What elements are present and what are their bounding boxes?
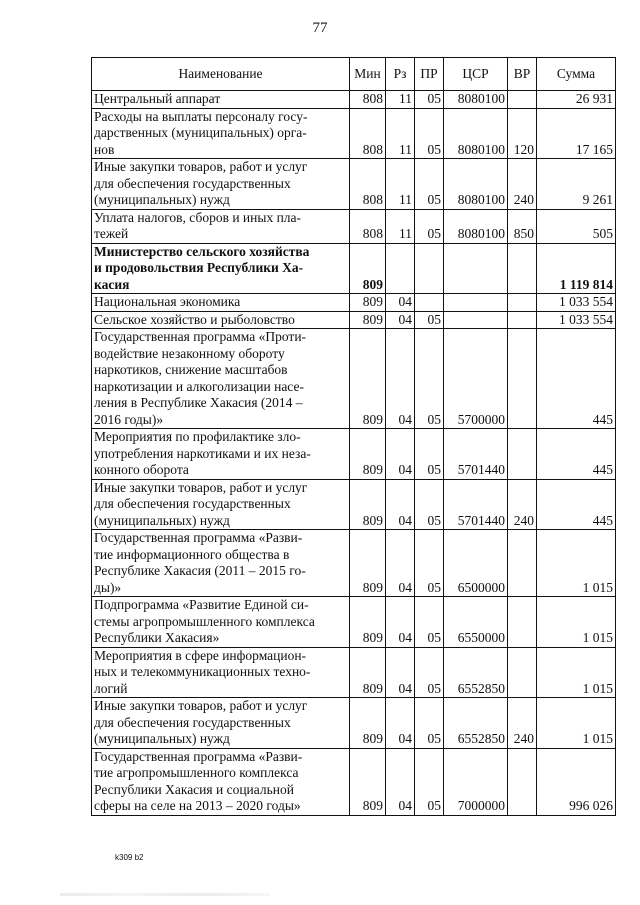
- header-rz: Рз: [386, 58, 415, 91]
- header-sum: Сумма: [537, 58, 616, 91]
- cell-name: Расходы на выплаты персоналу госу- дарственных (муниципальных) орга- нов: [92, 108, 350, 159]
- cell-csr: 5701440: [444, 429, 508, 480]
- cell-min: 809: [350, 597, 386, 648]
- cell-vr: [508, 91, 537, 109]
- footer-code: k309 b2: [115, 853, 144, 862]
- cell-rz: 04: [386, 647, 415, 698]
- cell-vr: [508, 597, 537, 648]
- cell-name: Государственная программа «Разви- тие агропромышленного комплекса Республики Хакасия и социальной сферы на селе на 2013 – 2020 годы»: [92, 748, 350, 815]
- table-row: [92, 159, 616, 210]
- cell-pr: 05: [415, 479, 444, 530]
- cell-pr: [415, 243, 444, 294]
- cell-csr: 8080100: [444, 91, 508, 109]
- cell-name: Сельское хозяйство и рыболовство: [92, 311, 350, 329]
- cell-min: 809: [350, 748, 386, 815]
- cell-rz: 04: [386, 294, 415, 312]
- cell-pr: 05: [415, 91, 444, 109]
- cell-vr: [508, 294, 537, 312]
- cell-rz: 04: [386, 748, 415, 815]
- cell-min: 809: [350, 329, 386, 429]
- cell-rz: 04: [386, 698, 415, 749]
- cell-vr: 240: [508, 698, 537, 749]
- table-body: [92, 91, 616, 816]
- cell-name: Государственная программа «Проти- водействие незаконному обороту наркотиков, снижение масштабов наркотизации и алкоголизации насе- ления в Республике Хакасия (2014 – 2016 годы)»: [92, 329, 350, 429]
- cell-pr: 05: [415, 429, 444, 480]
- cell-name: Иные закупки товаров, работ и услуг для обеспечения государственных (муниципальных) нужд: [92, 698, 350, 749]
- cell-min: 809: [350, 698, 386, 749]
- cell-sum: 26 931: [537, 91, 616, 109]
- cell-pr: 05: [415, 530, 444, 597]
- cell-pr: 05: [415, 597, 444, 648]
- cell-csr: 6552850: [444, 647, 508, 698]
- cell-sum: 1 033 554: [537, 294, 616, 312]
- cell-name: Иные закупки товаров, работ и услуг для обеспечения государственных (муниципальных) нужд: [92, 159, 350, 210]
- cell-min: 808: [350, 209, 386, 243]
- cell-sum: 1 119 814: [537, 243, 616, 294]
- cell-min: 809: [350, 479, 386, 530]
- table-row: [92, 108, 616, 159]
- header-vr: ВР: [508, 58, 537, 91]
- cell-rz: [386, 243, 415, 294]
- cell-csr: 6552850: [444, 698, 508, 749]
- cell-csr: 8080100: [444, 209, 508, 243]
- cell-csr: 8080100: [444, 159, 508, 210]
- cell-min: 809: [350, 294, 386, 312]
- header-pr: ПР: [415, 58, 444, 91]
- cell-rz: 04: [386, 429, 415, 480]
- header-csr: ЦСР: [444, 58, 508, 91]
- cell-rz: 04: [386, 597, 415, 648]
- header-name: Наименование: [92, 58, 350, 91]
- cell-vr: 120: [508, 108, 537, 159]
- cell-sum: 9 261: [537, 159, 616, 210]
- cell-vr: 240: [508, 159, 537, 210]
- table-row: [92, 530, 616, 597]
- cell-sum: 1 033 554: [537, 311, 616, 329]
- scan-artifact: [60, 893, 270, 896]
- cell-csr: [444, 294, 508, 312]
- cell-csr: 8080100: [444, 108, 508, 159]
- cell-rz: 04: [386, 311, 415, 329]
- cell-pr: 05: [415, 108, 444, 159]
- cell-vr: [508, 243, 537, 294]
- cell-vr: [508, 311, 537, 329]
- cell-rz: 04: [386, 329, 415, 429]
- cell-rz: 11: [386, 108, 415, 159]
- cell-name: Подпрограмма «Развитие Единой си- стемы агропромышленного комплекса Республики Хакасия»: [92, 597, 350, 648]
- cell-sum: 996 026: [537, 748, 616, 815]
- cell-vr: [508, 647, 537, 698]
- cell-pr: [415, 294, 444, 312]
- cell-rz: 11: [386, 159, 415, 210]
- table-row: [92, 597, 616, 648]
- cell-vr: 240: [508, 479, 537, 530]
- cell-name: Государственная программа «Разви- тие информационного общества в Республике Хакасия (2011 – 2015 го- ды)»: [92, 530, 350, 597]
- cell-pr: 05: [415, 311, 444, 329]
- table-row: [92, 647, 616, 698]
- cell-rz: 04: [386, 530, 415, 597]
- table-row: [92, 748, 616, 815]
- cell-vr: 850: [508, 209, 537, 243]
- table-header-row: [92, 58, 616, 91]
- cell-name: Уплата налогов, сборов и иных пла- тежей: [92, 209, 350, 243]
- cell-vr: [508, 329, 537, 429]
- cell-sum: 445: [537, 479, 616, 530]
- table-row: [92, 311, 616, 329]
- cell-sum: 17 165: [537, 108, 616, 159]
- cell-min: 808: [350, 91, 386, 109]
- cell-min: 809: [350, 530, 386, 597]
- cell-vr: [508, 748, 537, 815]
- cell-min: 809: [350, 311, 386, 329]
- cell-name: Мероприятия по профилактике зло- употребления наркотиками и их неза- конного оборота: [92, 429, 350, 480]
- cell-csr: [444, 311, 508, 329]
- cell-pr: 05: [415, 159, 444, 210]
- table-row: [92, 698, 616, 749]
- cell-min: 808: [350, 159, 386, 210]
- table-row: [92, 91, 616, 109]
- cell-sum: 1 015: [537, 698, 616, 749]
- cell-sum: 1 015: [537, 597, 616, 648]
- cell-min: 809: [350, 647, 386, 698]
- cell-sum: 445: [537, 329, 616, 429]
- cell-pr: 05: [415, 209, 444, 243]
- budget-table: [91, 57, 616, 816]
- cell-vr: [508, 530, 537, 597]
- table-row: [92, 429, 616, 480]
- table-row: [92, 479, 616, 530]
- cell-pr: 05: [415, 329, 444, 429]
- cell-csr: 6550000: [444, 597, 508, 648]
- cell-csr: 7000000: [444, 748, 508, 815]
- cell-csr: [444, 243, 508, 294]
- cell-csr: 5701440: [444, 479, 508, 530]
- cell-name: Мероприятия в сфере информацион- ных и телекоммуникационных техно- логий: [92, 647, 350, 698]
- table-row: [92, 243, 616, 294]
- cell-rz: 11: [386, 209, 415, 243]
- table-row: [92, 209, 616, 243]
- cell-pr: 05: [415, 748, 444, 815]
- cell-min: 809: [350, 243, 386, 294]
- cell-sum: 1 015: [537, 647, 616, 698]
- cell-sum: 505: [537, 209, 616, 243]
- cell-min: 809: [350, 429, 386, 480]
- cell-rz: 11: [386, 91, 415, 109]
- table-row: [92, 294, 616, 312]
- cell-pr: 05: [415, 698, 444, 749]
- cell-pr: 05: [415, 647, 444, 698]
- cell-name: Министерство сельского хозяйства и продовольствия Республики Ха- касия: [92, 243, 350, 294]
- cell-name: Центральный аппарат: [92, 91, 350, 109]
- page-number: 77: [312, 20, 328, 36]
- cell-sum: 445: [537, 429, 616, 480]
- cell-min: 808: [350, 108, 386, 159]
- cell-vr: [508, 429, 537, 480]
- cell-name: Национальная экономика: [92, 294, 350, 312]
- cell-rz: 04: [386, 479, 415, 530]
- cell-csr: 6500000: [444, 530, 508, 597]
- cell-sum: 1 015: [537, 530, 616, 597]
- table-row: [92, 329, 616, 429]
- header-min: Мин: [350, 58, 386, 91]
- cell-csr: 5700000: [444, 329, 508, 429]
- cell-name: Иные закупки товаров, работ и услуг для обеспечения государственных (муниципальных) нужд: [92, 479, 350, 530]
